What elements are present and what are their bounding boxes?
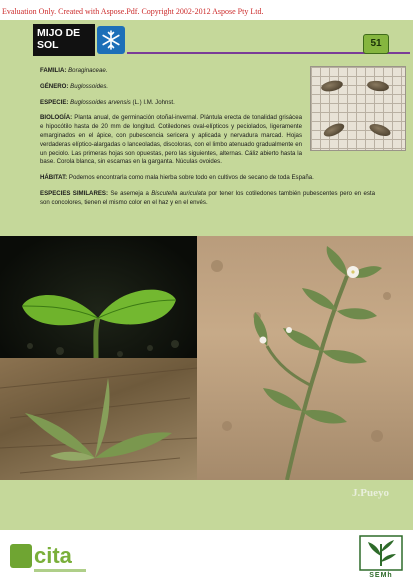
genero-value: Buglossoides. — [70, 82, 109, 90]
field-especie — [40, 99, 375, 108]
flowering-plant-illustration — [197, 236, 413, 480]
genero-label: GÉNERO: — [40, 82, 69, 90]
field-genero — [40, 83, 375, 92]
cita-logo-mark — [10, 544, 32, 568]
similares-species: Biscutella auriculata — [151, 189, 207, 197]
snowflake-icon — [97, 26, 125, 54]
biologia-label: BIOLOGÍA: — [40, 114, 73, 122]
evaluation-watermark: Evaluation Only. Created with Aspose.Pdf. Copyright 2002-2012 Aspose Pty Ltd. — [2, 7, 264, 16]
especie-label: ESPECIE: — [40, 98, 69, 106]
young-plant-photo — [0, 358, 197, 480]
photographer-signature: J.Pueyo — [352, 487, 389, 499]
semh-logo-word: SEMh — [369, 572, 393, 579]
title-line-1: MIJO DE — [37, 27, 81, 39]
seedling-photo — [0, 236, 197, 358]
habitat-text: Podemos encontrarla como mala hierba sobre todo en cultivos de secano de toda España. — [68, 174, 314, 182]
similares-text-after: por tener los cotiledones también pubescentes pero en esta son concolores, tienen el mismo color en el haz y en el envés. — [40, 189, 375, 206]
biologia-text: Planta anual, de germinación otoñal-invernal. Plántula erecta de tonalidad grisácea e hipocótilo hasta de 20 mm de longitud. Cotiledones oval-elípticos y peciolados, ligeramente emarginados en el ápice, con pubescencia sericera y aplicada y nervadura marcad. Hojas verdaderas elíptico-alargadas o lanceoladas, discoloras, con el limbo atenuado gradualmente en un peciolo. Las primeras hojas son opuestas, pero las siguientes, alternas. Cáliz abierto hasta la base. Corola blanca, sin escamas en la garganta. Núculas ovoides. — [40, 114, 302, 166]
header-divider-tail — [391, 52, 404, 54]
habitat-label: HÁBITAT: — [40, 174, 68, 182]
field-habitat — [40, 174, 375, 183]
page-header — [33, 24, 404, 54]
white-flower — [260, 337, 267, 344]
seedling-illustration — [0, 236, 197, 358]
semh-logo — [356, 534, 406, 582]
page-footer — [0, 530, 413, 584]
flowering-plant-photo — [197, 236, 413, 480]
especie-author: (L.) I.M. Johnst. — [130, 98, 175, 106]
similares-text-before: Se asemeja a — [110, 189, 152, 197]
cita-logo-word: cita — [34, 543, 72, 568]
young-plant-illustration — [0, 358, 197, 480]
similares-label: ESPECIES SIMILARES: — [40, 189, 109, 197]
field-familia — [40, 67, 375, 76]
familia-value: Boraginaceae. — [68, 67, 108, 74]
familia-label: FAMILIA: — [40, 67, 67, 74]
species-description — [40, 67, 375, 215]
title-line-2: SOL — [37, 39, 59, 51]
page-number-badge: 51 — [363, 34, 389, 54]
field-similares — [40, 190, 375, 208]
snowflake-glyph — [100, 29, 122, 51]
page-title — [33, 24, 95, 56]
cita-logo-subline — [34, 569, 86, 572]
semh-logo-mark — [356, 534, 406, 572]
white-flower — [286, 327, 292, 333]
cita-logo — [10, 544, 90, 578]
field-biologia — [40, 114, 302, 167]
especie-value: Buglossoides arvensis — [70, 98, 131, 106]
